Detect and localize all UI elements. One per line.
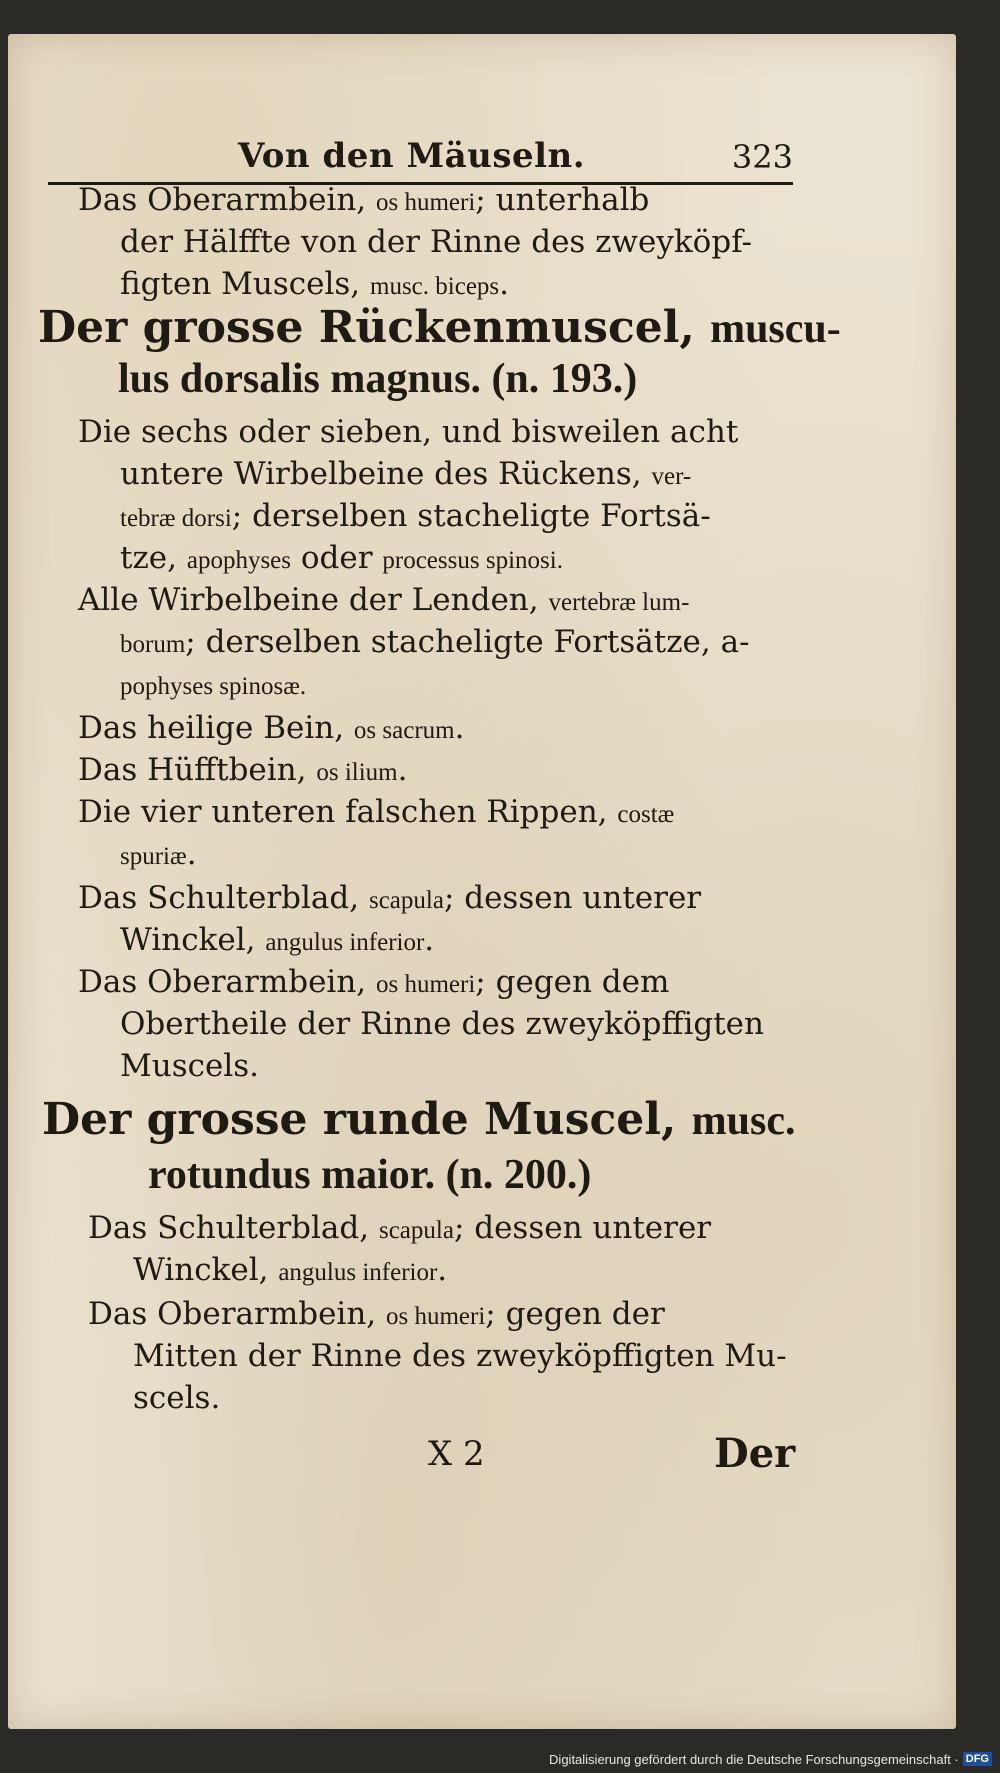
text-line: Das Oberarmbein, os humeri; unterhalb	[78, 182, 650, 218]
text-line: Die vier unteren falschen Rippen, costæ	[78, 794, 675, 830]
text-line: tze, apophyses oder processus spinosi.	[120, 540, 563, 576]
dfg-logo: DFG	[963, 1752, 992, 1766]
text-line: untere Wirbelbeine des Rückens, ver-	[120, 456, 692, 492]
text-line: der Hälffte von der Rinne des zweyköpf-	[120, 224, 753, 260]
text-line: tebræ dorsi; derselben stacheligte Fortsä-	[120, 498, 711, 534]
text-line: Die sechs oder sieben, und bisweilen acht	[78, 414, 739, 450]
text-line: pophyses spinosæ.	[120, 673, 307, 700]
credit-text: Digitalisierung gefördert durch die Deutsche Forschungsgemeinschaft ·	[549, 1751, 959, 1767]
text-line: Muscels.	[120, 1048, 260, 1084]
text-line: Obertheile der Rinne des zweyköpffigten	[120, 1006, 764, 1042]
text-line: Das Oberarmbein, os humeri; gegen der	[88, 1296, 665, 1332]
digitization-credit	[549, 1749, 992, 1769]
section-heading: Der grosse Rückenmuscel, muscu-	[38, 302, 841, 353]
text-line: Das Schulterblad, scapula; dessen unterer	[78, 880, 702, 916]
running-head: Von den Mäuseln.	[238, 136, 586, 176]
catchword: Der	[714, 1430, 796, 1477]
signature-mark: X 2	[428, 1434, 485, 1474]
text-line: scels.	[133, 1380, 221, 1416]
text-line: Mitten der Rinne des zweyköpffigten Mu-	[133, 1338, 787, 1374]
section-heading-continued: lus dorsalis magnus. (n. 193.)	[118, 356, 638, 402]
page-number: 323	[731, 138, 793, 176]
text-line: Winckel, angulus inferior.	[133, 1252, 448, 1288]
text-line: Das Schulterblad, scapula; dessen unterer	[88, 1210, 712, 1246]
text-line: borum; derselben stacheligte Fortsätze, a-	[120, 624, 750, 660]
text-line: Das Hüfftbein, os ilium.	[78, 752, 408, 788]
text-line: Das Oberarmbein, os humeri; gegen dem	[78, 964, 670, 1000]
section-heading-continued: rotundus maior. (n. 200.)	[148, 1152, 592, 1198]
book-page	[8, 34, 956, 1729]
text-line: Alle Wirbelbeine der Lenden, vertebræ lum-	[78, 582, 690, 618]
section-heading: Der grosse runde Muscel, musc.	[42, 1094, 796, 1145]
text-line: figten Muscels, musc. biceps.	[120, 266, 509, 302]
text-line: Das heilige Bein, os sacrum.	[78, 710, 465, 746]
page-header	[48, 124, 793, 185]
text-line: spuriæ.	[120, 836, 197, 872]
text-line: Winckel, angulus inferior.	[120, 922, 435, 958]
